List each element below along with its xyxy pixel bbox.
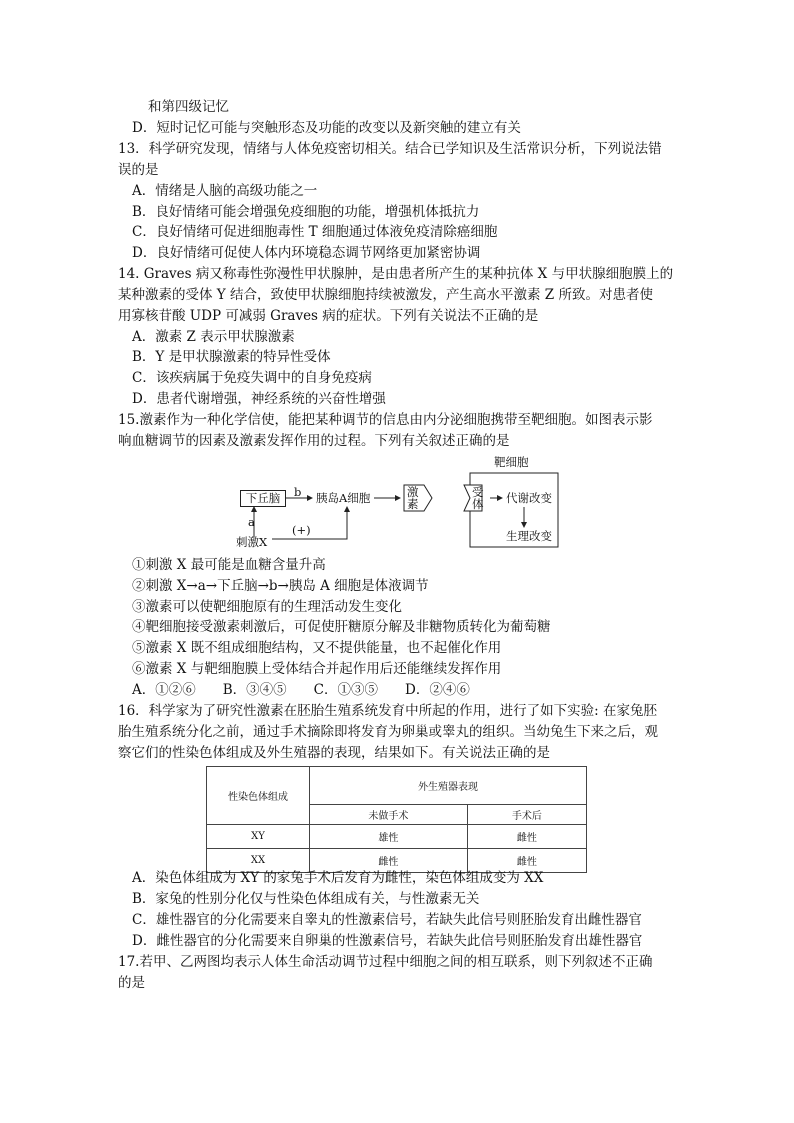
table-header-external-genitalia: 外生殖器表现 — [310, 767, 587, 805]
question-14-stem: 14. Graves 病又称毒性弥漫性甲状腺肿，是由患者所产生的某种抗体 X 与甲状腺细胞膜上的 — [118, 266, 674, 282]
table-cell: XY — [207, 825, 310, 849]
physiological-change-label: 生理改变 — [506, 529, 552, 543]
table-cell: 雌性 — [467, 825, 586, 849]
statement-6: ⑥激素 X 与靶细胞膜上受体结合并起作用后还能继续发挥作用 — [132, 661, 502, 677]
option-b: B．家兔的性别分化仅与性染色体组成有关，与性激素无关 — [132, 891, 480, 907]
option-d: D．雌性器官的分化需要来自卵巢的性激素信号，若缺失此信号则胚胎发育出雄性器官 — [132, 933, 643, 949]
table-subheader: 手术后 — [467, 805, 586, 825]
option-c: C．雄性器官的分化需要来自睾丸的性激素信号，若缺失此信号则胚胎发育出雌性器官 — [132, 912, 642, 928]
positive-effect-label: (+) — [292, 523, 311, 537]
option-c: C．该疾病属于免疫失调中的自身免疫病 — [132, 370, 372, 386]
option-d: D．短时记忆可能与突触形态及功能的改变以及新突触的建立有关 — [132, 120, 521, 136]
question-16-stem: 胎生殖系统分化之前，通过手术摘除即将发育为卵巢或睾丸的组织。当幼兔生下来之后，观 — [118, 724, 658, 740]
label-a: a — [248, 515, 255, 529]
option-c: C．良好情绪可促进细胞毒性 T 细胞通过体液免疫清除癌细胞 — [132, 224, 498, 240]
answer-options: A．①②⑥ B．③④⑤ C．①③⑤ D．②④⑥ — [132, 682, 470, 698]
table-cell: 雄性 — [310, 825, 468, 849]
table-header-chromosome: 性染色体组成 — [207, 767, 310, 825]
question-16-stem: 察它们的性染色体组成及外生殖器的表现，结果如下。有关说法正确的是 — [118, 745, 550, 761]
receptor-label: 受体 — [472, 485, 484, 511]
statement-4: ④靶细胞接受激素刺激后，可促使肝糖原分解及非糖物质转化为葡萄糖 — [132, 619, 551, 635]
metabolic-change-label: 代谢改变 — [506, 491, 552, 505]
option-a: A．激素 Z 表示甲状腺激素 — [132, 329, 295, 345]
question-13-stem: 误的是 — [118, 162, 159, 178]
option-d: D．患者代谢增强，神经系统的兴奋性增强 — [132, 391, 386, 407]
statement-2: ②刺激 X→a→下丘脑→b→胰岛 A 细胞是体液调节 — [132, 578, 429, 594]
question-17-stem: 17.若甲、乙两图均表示人体生命活动调节过程中细胞之间的相互联系，则下列叙述不正确 — [118, 954, 653, 970]
hypothalamus-box — [240, 490, 286, 507]
table-subheader: 未做手术 — [310, 805, 468, 825]
table-cell: XX — [207, 849, 310, 873]
stimulus-x-label: 刺激X — [236, 535, 268, 549]
islet-a-cell-label: 胰岛A细胞 — [316, 491, 371, 505]
table-cell: 雌性 — [310, 849, 468, 873]
option-b: B．良好情绪可能会增强免疫细胞的功能，增强机体抵抗力 — [132, 204, 480, 220]
question-15-stem: 15.激素作为一种化学信使，能把某种调节的信息由内分泌细胞携带至靶细胞。如图表示影 — [118, 412, 653, 428]
statement-1: ①刺激 X 最可能是血糖含量升高 — [132, 557, 326, 573]
hormone-regulation-diagram — [232, 455, 562, 551]
option-a: A．情绪是人脑的高级功能之一 — [132, 183, 318, 199]
table-row — [207, 825, 587, 849]
option-d: D．良好情绪可促使人体内环境稳态调节网络更加紧密协调 — [132, 245, 481, 261]
hypothalamus-label: 下丘脑 — [245, 491, 281, 505]
hormone-label: 激素 — [407, 485, 419, 511]
text-line: 和第四级记忆 — [148, 99, 229, 115]
label-b: b — [294, 485, 302, 499]
question-16-stem: 16．科学家为了研究性激素在胚胎生殖系统发育中所起的作用，进行了如下实验: 在家兔胚 — [118, 703, 658, 719]
option-a: A．染色体组成为 XY 的家兔手术后发育为雌性，染色体组成变为 XX — [132, 870, 544, 886]
question-17-stem: 的是 — [118, 975, 145, 991]
question-14-stem: 用寡核苷酸 UDP 可减弱 Graves 病的症状。下列有关说法不正确的是 — [118, 308, 539, 324]
question-13-stem: 13．科学研究发现，情绪与人体免疫密切相关。结合已学知识及生活常识分析，下列说法错 — [118, 141, 662, 157]
experiment-results-table — [206, 766, 587, 873]
question-14-stem: 某种激素的受体 Y 结合，致使甲状腺细胞持续被激发，产生高水平激素 Z 所致。对患者使 — [118, 287, 653, 303]
statement-5: ⑤激素 X 既不组成细胞结构，又不提供能量，也不起催化作用 — [132, 640, 502, 656]
question-15-stem: 响血糖调节的因素及激素发挥作用的过程。下列有关叙述正确的是 — [118, 433, 510, 449]
statement-3: ③激素可以使靶细胞原有的生理活动发生变化 — [132, 599, 402, 615]
option-b: B．Y 是甲状腺激素的特异性受体 — [132, 349, 331, 365]
table-cell: 雌性 — [467, 849, 586, 873]
target-cell-label: 靶细胞 — [494, 455, 529, 469]
